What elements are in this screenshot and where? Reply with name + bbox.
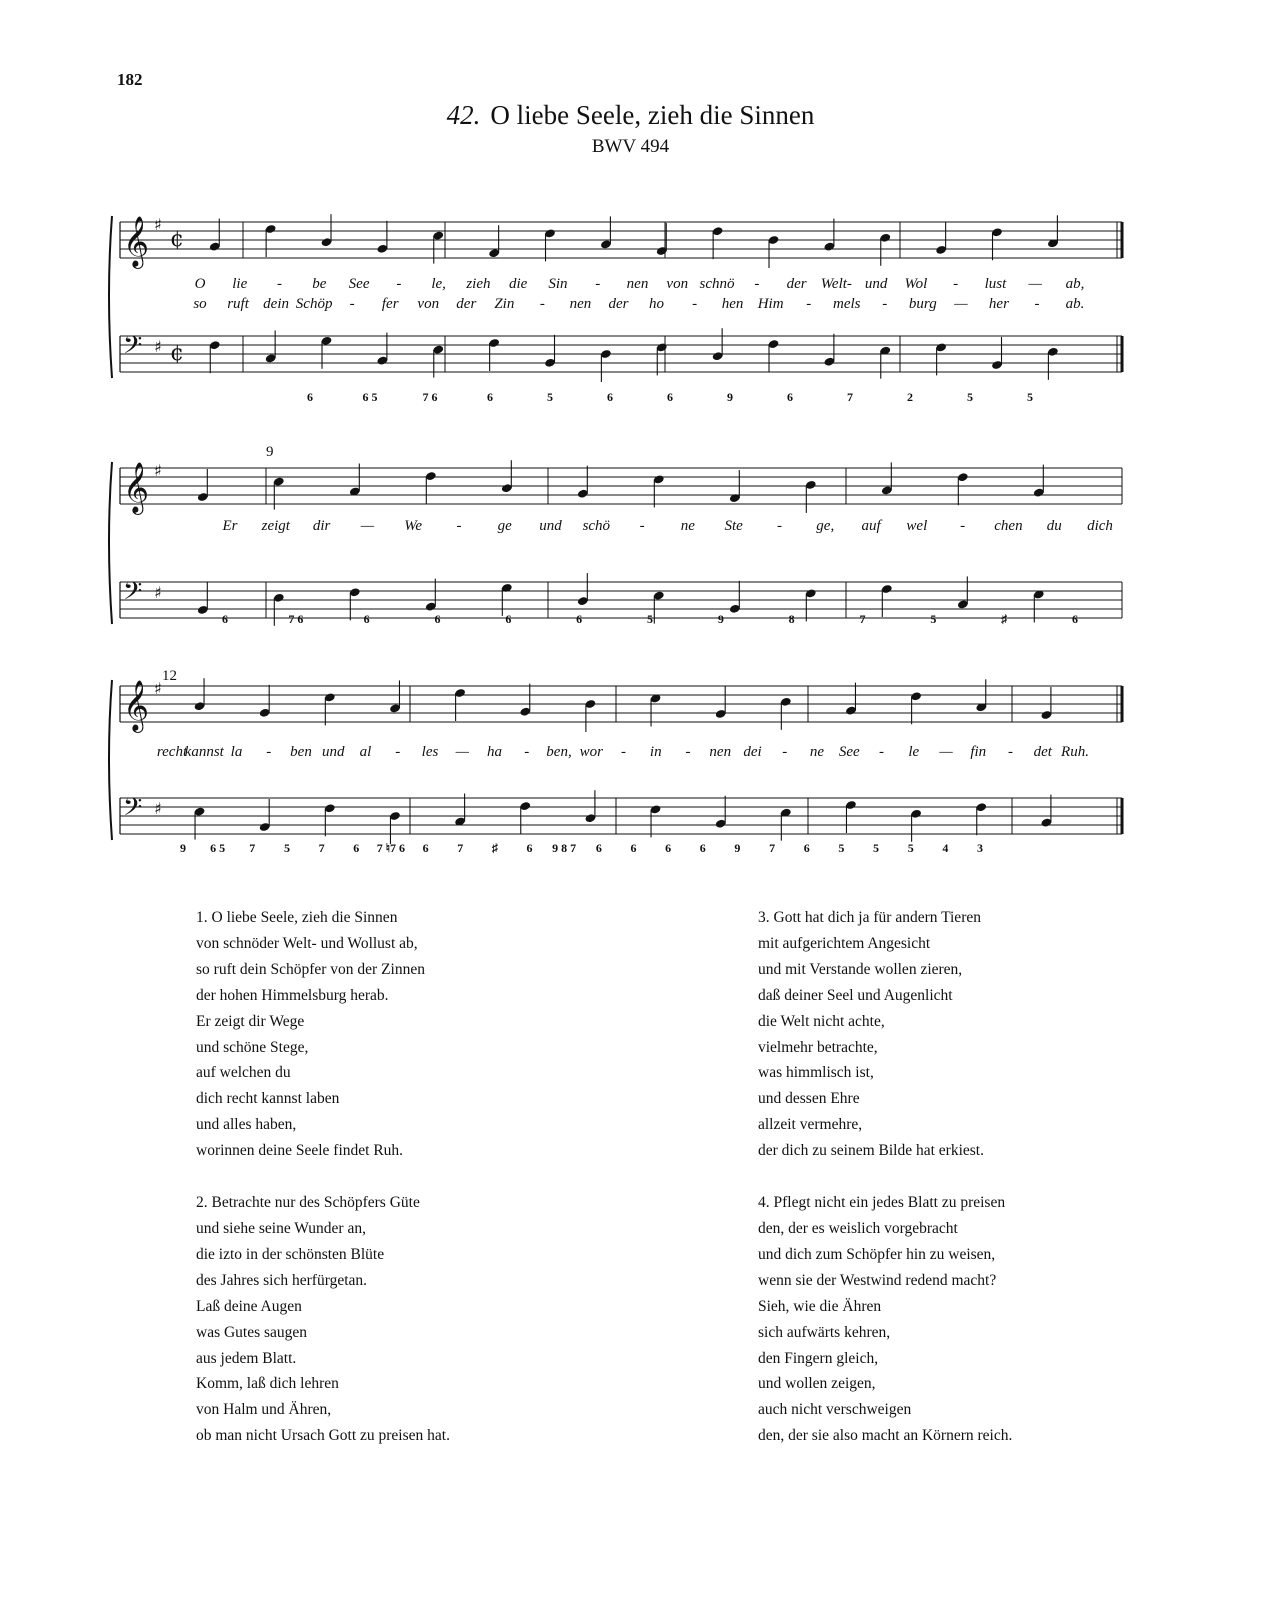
lyric-syllable: dein (263, 296, 290, 312)
lyric-syllable: — (455, 744, 469, 760)
figured-bass-numeral: 6 (607, 390, 613, 404)
figured-bass-numeral: 6 (665, 841, 672, 855)
verse-line: die izto in der schönsten Blüte (196, 1245, 385, 1263)
figured-bass-numeral: 6 (630, 841, 637, 855)
page-title (0, 100, 1261, 131)
lyric-syllable: ge (497, 518, 512, 534)
lyric-syllable: Wol (904, 276, 928, 292)
lyric-syllable: mels (832, 296, 861, 312)
figured-bass-numeral: 5 (907, 841, 914, 855)
figured-bass-numeral: 9 (717, 612, 724, 626)
lyric-syllable: du (1046, 518, 1062, 534)
lyric-syllable: Him (757, 296, 784, 312)
verse-line: wenn sie der Westwind redend macht? (758, 1271, 997, 1289)
figured-bass-numeral: 9 (734, 841, 741, 855)
verse-line: sich aufwärts kehren, (758, 1323, 891, 1341)
lyric-syllable: la (230, 744, 243, 760)
verse-line: allzeit vermehre, (758, 1116, 863, 1134)
lyrics-verse-2 (193, 296, 1084, 312)
verse-line: und alles haben, (196, 1116, 297, 1134)
verse-line: so ruft dein Schöpfer von der Zinnen (196, 960, 425, 978)
verse-line: was himmlisch ist, (758, 1064, 874, 1082)
treble-clef-icon: 𝄞 (123, 216, 150, 267)
verse-line: auch nicht verschweigen (758, 1401, 912, 1419)
figured-bass-numeral: 5 (547, 390, 553, 404)
figured-bass-numeral: 7 6 (422, 390, 438, 404)
figured-bass-numeral: 6 (526, 841, 533, 855)
treble-staff (120, 214, 1122, 269)
verse-line: und mit Verstande wollen zieren, (758, 960, 963, 978)
figured-bass-numeral: 6 5 (210, 841, 226, 855)
figured-bass-numeral: 2 (907, 390, 913, 404)
lyric-syllable: recht (156, 744, 188, 760)
lyric-syllable: - (349, 296, 355, 312)
lyric-syllable: nen (709, 744, 732, 760)
lyric-syllable: - (1008, 744, 1013, 760)
lyric-syllable: Ruh. (1061, 744, 1089, 760)
verse-3 (758, 905, 1012, 1164)
lyric-syllable: — (954, 296, 968, 312)
verse-line: was Gutes saugen (196, 1323, 308, 1341)
lyric-syllable: in (649, 744, 662, 760)
bass-staff (120, 573, 1122, 626)
cut-time-icon: ¢ (170, 341, 184, 366)
verse-line: Sieh, wie die Ähren (758, 1297, 882, 1315)
verse-line: von schnöder Welt- und Wollust ab, (196, 934, 418, 952)
figured-bass-numeral: 6 (699, 841, 706, 855)
figured-bass-numeral: 6 (803, 841, 810, 855)
figured-bass-numeral: 9 8 7 (552, 841, 577, 855)
figured-bass-numeral: 5 (838, 841, 845, 855)
figured-bass-numeral: 6 (307, 390, 313, 404)
verse-line: der hohen Himmelsburg herab. (196, 986, 389, 1004)
music-system-3 (0, 664, 1261, 874)
bass-clef-icon: 𝄢 (123, 331, 143, 366)
figured-bass (307, 390, 1033, 404)
lyric-syllable: - (782, 744, 788, 760)
figured-bass-numeral: 6 (505, 612, 512, 626)
verse-line: ob man nicht Ursach Gott zu preisen hat. (196, 1427, 450, 1445)
verse-line: vielmehr betrachte, (758, 1038, 878, 1056)
verse-line: der dich zu seinem Bilde hat erkiest. (758, 1142, 984, 1160)
figured-bass-numeral: 5 (930, 612, 937, 626)
key-signature-sharp-icon: ♯ (154, 799, 162, 818)
lyric-syllable: wor (579, 744, 603, 760)
lyric-syllable: - (621, 744, 626, 760)
lyric-syllable: - (1034, 296, 1040, 312)
lyric-syllable: nen (626, 276, 649, 292)
lyric-syllable: ha (487, 744, 502, 760)
lyric-syllable: ab. (1065, 296, 1085, 312)
verse-line: dich recht kannst laben (196, 1090, 340, 1108)
figured-bass-numeral: 7 (859, 612, 866, 626)
figured-bass-numeral: 6 (487, 390, 493, 404)
lyric-syllable: wel (906, 518, 928, 534)
lyric-syllable: Welt- (820, 276, 852, 292)
figured-bass-numeral: 6 (787, 390, 793, 404)
score-system-2 (0, 440, 1261, 640)
lyric-syllable: ne (680, 518, 695, 534)
lyric-syllable: ab, (1065, 276, 1085, 292)
verse-1 (196, 905, 450, 1164)
verse-line: aus jedem Blatt. (196, 1349, 297, 1367)
lyric-syllable: auf (861, 518, 881, 534)
verse-line: von Halm und Ähren, (196, 1401, 332, 1419)
verse-line: und siehe seine Wunder an, (196, 1219, 366, 1237)
lyric-syllable: fer (381, 296, 399, 312)
lyric-syllable: ben (290, 744, 312, 760)
lyric-syllable: nen (569, 296, 592, 312)
lyric-syllable: - (685, 744, 691, 760)
treble-clef-icon: 𝄞 (123, 462, 150, 513)
lyric-syllable: und (322, 744, 345, 760)
verse-line: des Jahres sich herfürgetan. (196, 1271, 368, 1289)
lyric-syllable: al (359, 744, 372, 760)
lyric-syllable: ne (809, 744, 825, 760)
figured-bass-numeral: 9 (180, 841, 186, 855)
bass-clef-icon: 𝄢 (123, 577, 143, 612)
verse-line: 2. Betrachte nur des Schöpfers Güte (196, 1194, 420, 1212)
measure-number: 12 (162, 668, 177, 684)
verses-left-column (196, 905, 450, 1475)
lyric-syllable: zeigt (261, 518, 290, 534)
lyric-syllable: — (360, 518, 375, 534)
figured-bass-numeral: 5 (647, 612, 653, 626)
lyric-syllable: - (882, 296, 888, 312)
lyric-syllable: les (421, 744, 439, 760)
key-signature-sharp-icon: ♯ (154, 215, 162, 234)
verse-2 (196, 1190, 450, 1449)
lyric-syllable: fin (970, 744, 987, 760)
lyric-syllable: - (456, 518, 462, 534)
figured-bass-numeral: 5 (873, 841, 880, 855)
lyric-syllable: - (692, 296, 698, 312)
lyric-syllable: le, (431, 276, 446, 292)
figured-bass-numeral: 7 (318, 841, 325, 855)
figured-bass-numeral: 4 (942, 841, 949, 855)
lyric-syllable: Schöp (295, 296, 333, 312)
lyric-syllable: See (348, 276, 370, 292)
verse-line: den Fingern gleich, (758, 1349, 879, 1367)
lyric-syllable: - (395, 744, 401, 760)
verse-line: und schöne Stege, (196, 1038, 309, 1056)
system-brace (109, 680, 112, 840)
figured-bass-numeral: 5 (967, 390, 973, 404)
lyric-syllable: die (509, 276, 528, 292)
lyric-syllable: - (754, 276, 760, 292)
bass-staff (120, 328, 1122, 382)
lyric-syllable: See (838, 744, 860, 760)
lyric-syllable: ge, (816, 518, 835, 534)
figured-bass (180, 841, 983, 855)
score-system-1 (0, 200, 1261, 420)
figured-bass-numeral: 3 (977, 841, 983, 855)
lyric-syllable: - (595, 276, 601, 292)
lyric-syllable: - (277, 276, 283, 292)
verse-line: worinnen deine Seele findet Ruh. (196, 1142, 404, 1160)
lyric-syllable: der (608, 296, 629, 312)
lyric-syllable: be (312, 276, 327, 292)
lyric-syllable: ho (649, 296, 665, 312)
lyric-syllable: schö (582, 518, 611, 534)
lyric-syllable: lie (232, 276, 248, 292)
figured-bass-numeral: 6 (222, 612, 228, 626)
catalog-number: BWV 494 (591, 136, 670, 157)
lyric-syllable: Zin (494, 296, 515, 312)
treble-staff (120, 678, 1122, 733)
lyric-syllable: — (1028, 276, 1042, 292)
lyric-syllable: Sin (548, 276, 568, 292)
verse-line: 4. Pflegt nicht ein jedes Blatt zu preisen (758, 1194, 1006, 1212)
lyric-syllable: We (404, 518, 423, 534)
bass-clef-icon: 𝄢 (123, 793, 143, 828)
lyric-syllable: hen (721, 296, 744, 312)
bass-staff (120, 790, 1122, 844)
figured-bass-numeral: 7 (457, 841, 464, 855)
cut-time-icon: ¢ (170, 227, 184, 252)
verses-right-column (758, 905, 1012, 1475)
figured-bass-numeral: 5 (283, 841, 290, 855)
figured-bass-numeral: 6 (422, 841, 429, 855)
measure-number: 9 (266, 444, 274, 460)
system-brace (109, 216, 112, 378)
lyric-syllable: - (879, 744, 884, 760)
verse-line: daß deiner Seel und Augenlicht (758, 986, 953, 1004)
verse-line: mit aufgerichtem Angesicht (758, 934, 931, 952)
verse-line: Er zeigt dir Wege (196, 1012, 305, 1030)
key-signature-sharp-icon: ♯ (154, 583, 162, 602)
hymn-number: 42. (446, 100, 481, 130)
verse-line: den, der es weislich vorgebracht (758, 1219, 958, 1237)
lyric-syllable: - (266, 744, 272, 760)
figured-bass-numeral: 6 (434, 612, 441, 626)
verse-line: und wollen zeigen, (758, 1375, 876, 1393)
verse-line: Komm, laß dich lehren (196, 1375, 339, 1393)
lyric-syllable: le (908, 744, 920, 760)
lyric-syllable: chen (994, 518, 1023, 534)
treble-staff (120, 460, 1122, 515)
verse-line: und dich zum Schöpfer hin zu weisen, (758, 1245, 996, 1263)
lyrics-verse-1 (195, 276, 1085, 292)
lyrics-verse-1 (222, 518, 1113, 534)
lyric-syllable: O (194, 276, 206, 292)
lyric-syllable: ruft (227, 296, 249, 312)
verse-line: den, der sie also macht an Körnern reich. (758, 1427, 1013, 1445)
figured-bass-numeral: 6 (595, 841, 602, 855)
score-system-3 (0, 664, 1261, 874)
lyric-syllable: - (960, 518, 966, 534)
figured-bass-numeral: 6 (363, 612, 370, 626)
music-system-1 (0, 200, 1261, 420)
figured-bass-numeral: 7 (249, 841, 256, 855)
lyric-syllable: Er (222, 518, 238, 534)
key-signature-sharp-icon: ♯ (154, 679, 162, 698)
lyric-syllable: dei (743, 744, 762, 760)
lyric-syllable: - (396, 276, 402, 292)
lyric-syllable: von (417, 296, 440, 312)
key-signature-sharp-icon: ♯ (154, 461, 162, 480)
lyric-syllable: schnö (699, 276, 735, 292)
lyric-syllable: so (193, 296, 207, 312)
lyric-syllable: von (666, 276, 689, 292)
lyric-syllable: Ste (724, 518, 743, 534)
figured-bass-numeral: ♯ (1001, 612, 1008, 626)
lyric-syllable: kannst (184, 744, 224, 760)
hymn-title: O liebe Seele, zieh die Sinnen (490, 100, 815, 130)
lyric-syllable: — (939, 744, 953, 760)
music-system-2 (0, 440, 1261, 640)
figured-bass-numeral: 5 (1027, 390, 1033, 404)
lyric-syllable: - (806, 296, 812, 312)
figured-bass-numeral: 6 (1072, 612, 1078, 626)
lyric-syllable: - (524, 744, 530, 760)
figured-bass-numeral: 7 6 (288, 612, 304, 626)
figured-bass-numeral: 6 (667, 390, 673, 404)
figured-bass-numeral: 9 (727, 390, 733, 404)
verse-line: auf welchen du (196, 1064, 291, 1082)
figured-bass-numeral: 6 5 (362, 390, 378, 404)
lyric-syllable: dir (312, 518, 331, 534)
key-signature-sharp-icon: ♯ (154, 337, 162, 356)
lyric-syllable: lust (984, 276, 1007, 292)
lyric-syllable: her (988, 296, 1009, 312)
figured-bass-numeral: 7 (769, 841, 776, 855)
lyric-syllable: - (776, 518, 782, 534)
system-brace (109, 462, 112, 624)
lyric-syllable: und (539, 518, 562, 534)
page-number: 182 (117, 70, 143, 89)
treble-clef-icon: 𝄞 (123, 680, 150, 731)
lyric-syllable: der (456, 296, 477, 312)
verse-line: 3. Gott hat dich ja für andern Tieren (758, 909, 981, 926)
verse-line: die Welt nicht achte, (758, 1012, 885, 1030)
lyric-syllable: der (786, 276, 807, 292)
lyric-syllable: und (864, 276, 888, 292)
lyric-syllable: - (639, 518, 645, 534)
lyric-syllable: dich (1087, 518, 1113, 534)
verse-line: 1. O liebe Seele, zieh die Sinnen (196, 909, 398, 926)
verse-line: und dessen Ehre (758, 1090, 860, 1108)
figured-bass-numeral: 6 (576, 612, 583, 626)
lyric-syllable: - (539, 296, 545, 312)
figured-bass-numeral: 7 ♮7 6 (376, 841, 406, 855)
lyrics-verse-1 (157, 744, 1089, 760)
lyric-syllable: burg (908, 296, 937, 312)
verse-line: Laß deine Augen (196, 1297, 302, 1315)
figured-bass-numeral: 6 (353, 841, 360, 855)
figured-bass-numeral: ♯ (491, 841, 498, 855)
lyric-syllable: zieh (466, 276, 491, 292)
lyric-syllable: - (953, 276, 959, 292)
figured-bass-numeral: 7 (847, 390, 853, 404)
verse-4 (758, 1190, 1012, 1449)
lyric-syllable: ben, (546, 744, 572, 760)
lyric-syllable: det (1033, 744, 1052, 760)
figured-bass-numeral: 8 (788, 612, 795, 626)
